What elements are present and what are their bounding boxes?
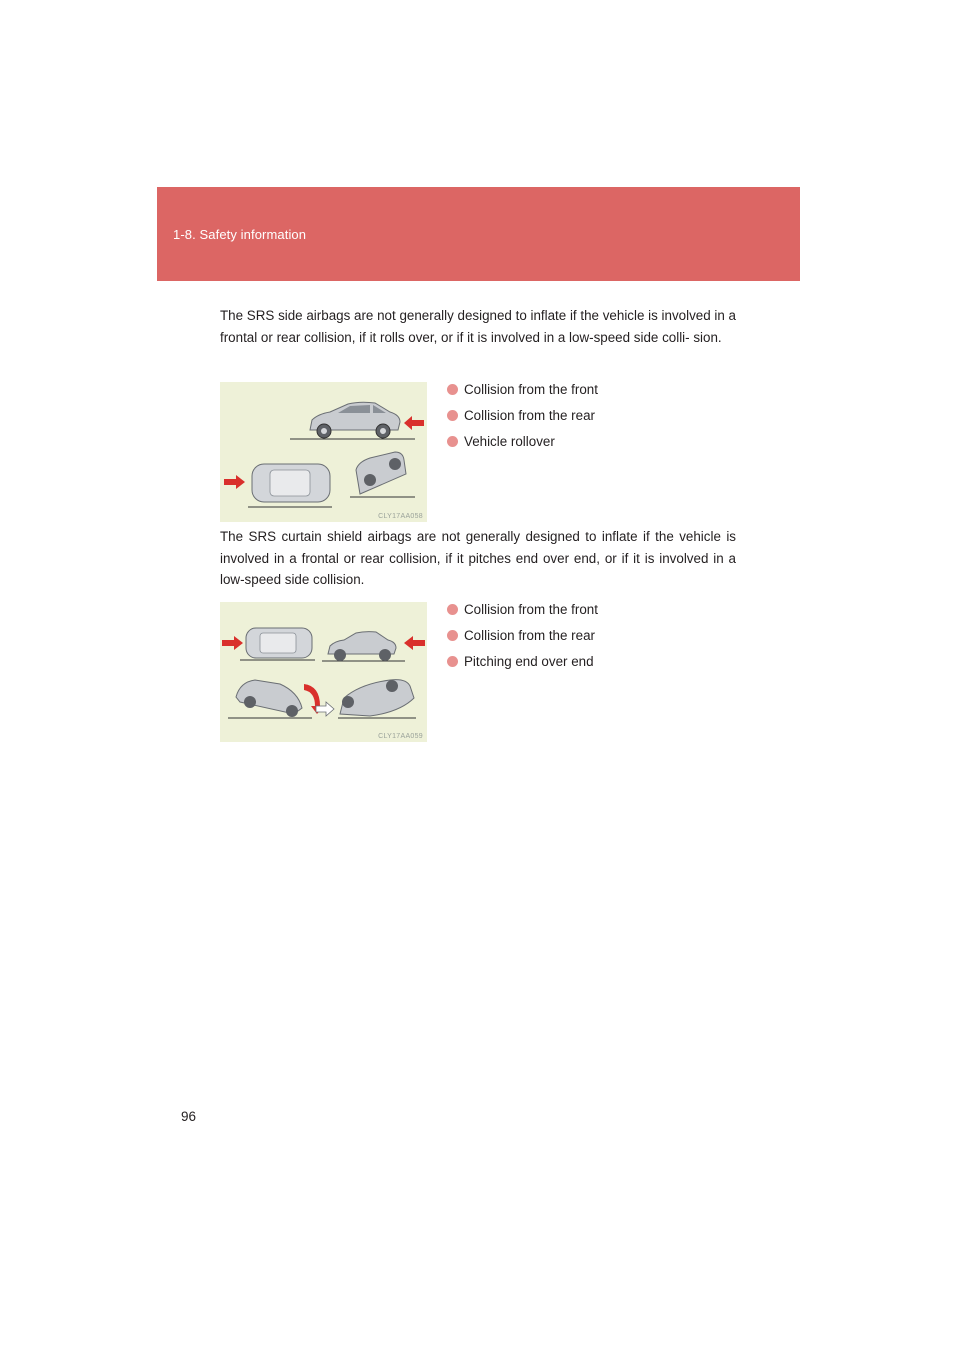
section-title: 1-8. Safety information [173, 227, 307, 242]
side-airbag-bullet-list [447, 381, 598, 459]
car-top-view [248, 464, 332, 507]
bullet-dot-icon [447, 656, 458, 667]
list-item: Pitching end over end [447, 653, 598, 679]
page-number: 96 [181, 1109, 197, 1124]
car-rollover [350, 452, 415, 497]
bullet-dot-icon [447, 410, 458, 421]
arrow-front-collision [404, 636, 425, 650]
curtain-airbag-illustration [220, 602, 427, 742]
curtain-airbag-bullet-list [447, 601, 598, 679]
car-top-view [240, 628, 315, 660]
list-item: Collision from the front [447, 601, 598, 627]
side-airbag-paragraph: The SRS side airbags are not generally designed to inflate if the vehicle is involved in a frontal or rear collision, if it rolls over, or if it is involved in a low-speed side colli- sion. [220, 308, 736, 345]
arrow-rear-collision [224, 475, 245, 489]
car-upside-down [338, 680, 416, 718]
bullet-dot-icon [447, 630, 458, 641]
figure-code: CLY17AA058 [378, 513, 423, 520]
bullet-dot-icon [447, 384, 458, 395]
figure-code: CLY17AA059 [378, 733, 423, 740]
car-side-view [322, 632, 405, 661]
list-item: Vehicle rollover [447, 433, 598, 459]
header-band [157, 187, 800, 281]
car-side-view [290, 402, 415, 439]
arrow-front-collision [404, 416, 424, 430]
list-item: Collision from the front [447, 381, 598, 407]
list-item: Collision from the rear [447, 627, 598, 653]
collision-scenarios-drawing [220, 382, 427, 522]
side-airbag-illustration [220, 382, 427, 522]
arrow-rear-collision [222, 636, 243, 650]
car-pitching [228, 680, 312, 718]
curtain-scenarios-drawing [220, 602, 427, 742]
curtain-airbag-paragraph: The SRS curtain shield airbags are not generally designed to inflate if the vehicle is involved in a frontal or rear collision, if it pitches end over end, or if it is involved in a low-speed side collision. [220, 529, 736, 587]
bullet-dot-icon [447, 604, 458, 615]
bullet-dot-icon [447, 436, 458, 447]
list-item: Collision from the rear [447, 407, 598, 433]
